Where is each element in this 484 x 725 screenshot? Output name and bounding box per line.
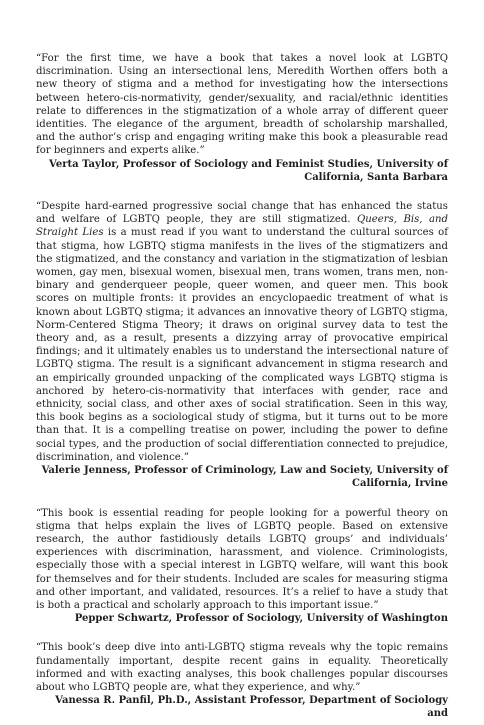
quote-text-before: “Despite hard-earned progressive social change that has enhanced the status and welfare of LGBTQ people, they are still stigmatized. xyxy=(36,201,448,226)
endorsement-attribution: Valerie Jenness, Professor of Criminology, Law and Society, University of California, Irvine xyxy=(41,465,448,490)
endorsement-panfil xyxy=(36,641,448,720)
endorsement-schwartz xyxy=(36,507,448,626)
endorsement-taylor xyxy=(36,52,448,184)
quote-text-after: is a must read if you want to understand the cultural sources of that stigma, how LGBTQ stigma manifests in the lives of the stigmatizers and the stigmatized, and the constancy and variation in the stigmatization of lesbian women, gay men, bisexual women, bisexual men, trans women, trans men, non-binary and genderqueer people, queer women, and queer men. This book scores on multiple fronts: it provides an encyclopaedic treatment of what is known about LGBTQ stigma; it advances an innovative theory of LGBTQ stigma, Norm-Centered Stigma Theory; it draws on original survey data to test the theory and, as a result, presents a dizzying array of provocative empirical findings; and it ultimately enables us to understand the intersectional nature of LGBTQ stigma. The result is a significant advancement in stigma research and an empirically grounded unpacking of the complicated ways LGBTQ stigma is anchored by hetero-cis-normativity that interfaces with gender, race and ethnicity, social class, and other axes of social stratification. Seen in this way, this book begins as a sociological study of stigma, but it turns out to be more than that. It is a compelling treatise on power, including the power to define social types, and the production of social differentiation connected to prejudice, discrimination, and violence.” xyxy=(36,227,448,463)
endorsement-jenness xyxy=(36,200,448,490)
endorsement-quote: “This book’s deep dive into anti-LGBTQ stigma reveals why the topic remains fundamentally important, despite recent gains in equality. Theoretically informed and with exacting analyses, this book challenges popular discourses about who LGBTQ people are, what they experience, and why.” xyxy=(36,642,448,693)
book-title: Queers, Bis, and Straight Lies xyxy=(36,214,448,239)
endorsement-attribution: Vanessa R. Panfil, Ph.D., Assistant Professor, Department of Sociology and xyxy=(55,695,448,720)
endorsement-quote: “This book is essential reading for people looking for a powerful theory on stigma that helps explain the lives of LGBTQ people. Based on extensive research, the author fastidiously details LGBTQ groups’ and individuals’ experiences with discrimination, harassment, and violence. Criminologists, especially those with a special interest in LGBTQ welfare, will want this book for themselves and for their students. Included are scales for measuring stigma and other important, and validated, resources. It’s a relief to have a study that is both a practical and scholarly approach to this important issue.” xyxy=(36,507,448,611)
endorsement-attribution: Pepper Schwartz, Professor of Sociology, University of Washington xyxy=(74,613,448,625)
endorsement-attribution: Verta Taylor, Professor of Sociology and Feminist Studies, University of California, Santa Barbara xyxy=(49,158,448,183)
endorsement-quote xyxy=(36,200,448,464)
endorsements-page xyxy=(36,52,448,721)
endorsement-quote: “For the first time, we have a book that takes a novel look at LGBTQ discrimination. Using an intersectional lens, Meredith Worthen offers both a new theory of stigma and a method for investigating how the intersections between hetero-cis-normativity, gender/sexuality, and racial/ethnic identities relate to differences in the stigmatization of a whole array of different queer identities. The elegance of the argument, breadth of scholarship marshalled, and the author’s crisp and engaging writing make this book a pleasurable read for beginners and experts alike.” xyxy=(36,53,448,157)
